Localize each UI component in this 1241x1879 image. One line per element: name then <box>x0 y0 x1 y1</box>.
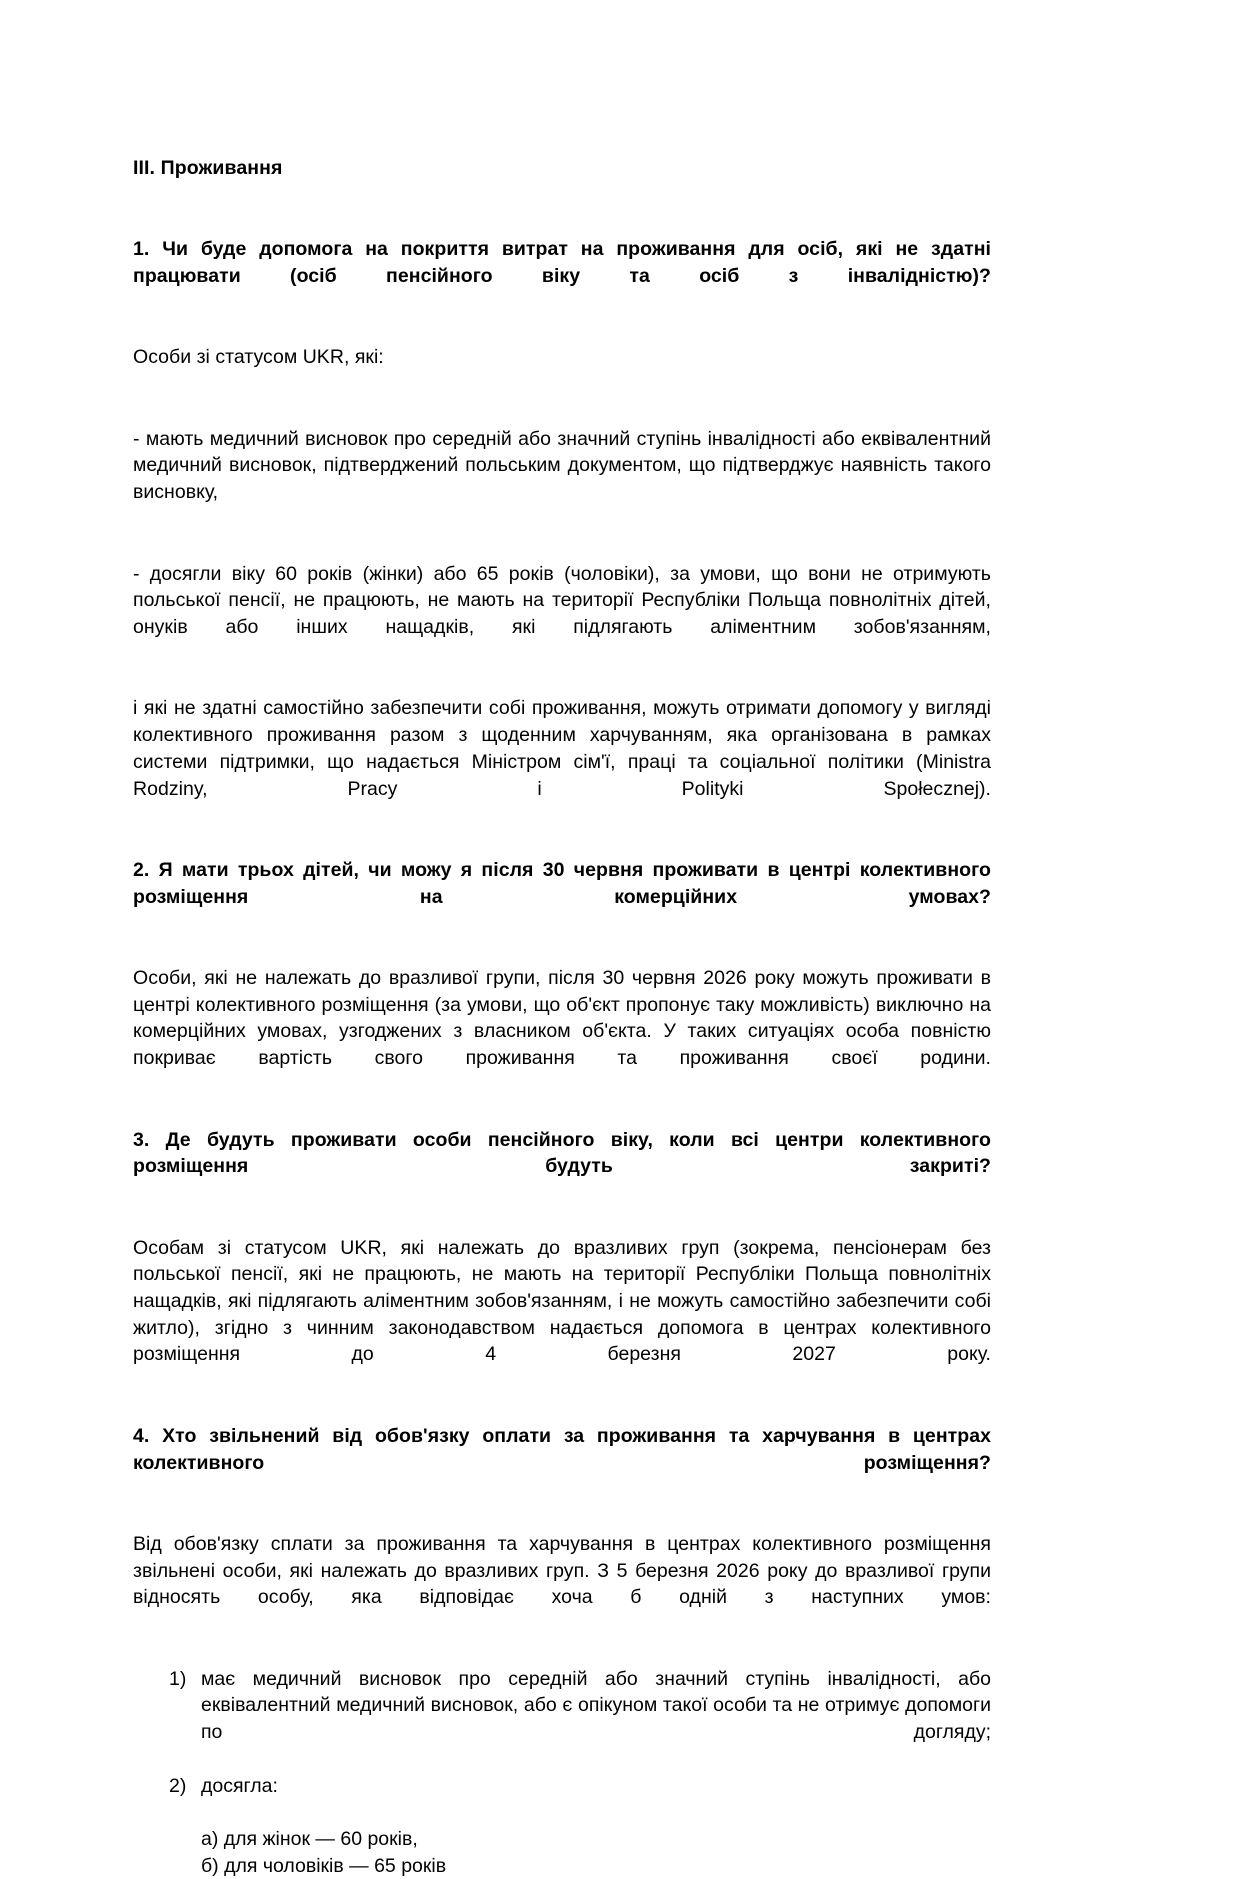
question-4-heading: 4. Хто звільнений від обов'язку оплати за проживання та харчування в центрах колективного розміщення? <box>133 1424 991 1474</box>
list-item-marker: 2) <box>169 1774 187 1797</box>
list-item <box>133 1773 991 1826</box>
question-2-heading: 2. Я мати трьох дітей, чи можу я після 30 червня проживати в центрі колективного розміщення на комерційних умовах? <box>133 858 991 908</box>
question-4-sub-list <box>133 1826 991 1879</box>
question-1-paragraph-1: Особи зі статусом UKR, які: <box>133 346 384 369</box>
question-4-paragraph-1: Від обов'язку сплати за проживання та харчування в центрах колективного розміщення звільнені особи, які належать до вразливих груп. З 5 березня 2026 року до вразливої групи відносять особу, яка відповідає хоча б одній з наступних умов: <box>133 1532 991 1609</box>
question-3-heading: 3. Де будуть проживати особи пенсійного віку, коли всі центри колективного розміщення будуть закриті? <box>133 1128 991 1178</box>
list-item-text: має медичний висновок про середній або значний ступінь інвалідності, або еквівалентний медичний висновок, або є опікуном такої особи та не отримує допомоги по догляду; <box>201 1667 991 1744</box>
question-2-paragraph-1: Особи, які не належать до вразливої групи, після 30 червня 2026 року можуть проживати в центрі колективного розміщення (за умови, що об'єкт пропонує таку можливість) виключно на комерційних умовах, узгоджених з власником об'єкта. У таких ситуаціях особа повністю покриває вартість свого проживання та проживання своєї родини. <box>133 967 991 1070</box>
question-3-paragraph-1: Особам зі статусом UKR, які належать до вразливих груп (зокрема, пенсіонерам без польської пенсії, які не працюють, не мають на території Республіки Польща повнолітніх нащадків, які підлягають аліментним зобов'язанням, і не можуть самостійно забезпечити собі житло), згідно з чинним законодавством надається допомога в центрах колективного розміщення до 4 березня 2027 року. <box>133 1236 991 1366</box>
list-item-text: досягла: <box>201 1774 278 1797</box>
question-1-paragraph-3: - досягли віку 60 років (жінки) або 65 років (чоловіки), за умови, що вони не отримують польської пенсії, не працюють, не мають на території Республіки Польща повнолітніх дітей, онуків або інших нащадків, які підлягають аліментним зобов'язанням, <box>133 562 991 638</box>
section-heading: III. Проживання <box>133 157 283 179</box>
sub-list-item-a: а) для жінок — 60 років, <box>201 1828 418 1850</box>
question-1-paragraph-4: і які не здатні самостійно забезпечити собі проживання, можуть отримати допомогу у вигляді колективного проживання разом з щоденним харчуванням, яка організована в рамках системи підтримки, що надається Міністром сім'ї, праці та соціальної політики (Ministra Rodziny, Pracy i Polityki Społecznej). <box>133 697 991 800</box>
question-1-paragraph-2: - мають медичний висновок про середній або значний ступінь інвалідності або еквівалентний медичний висновок, підтверджений польським документом, що підтверджує наявність такого висновку, <box>133 427 991 504</box>
document-content <box>133 155 991 1879</box>
sub-list-item-b: б) для чоловіків — 65 років <box>201 1854 447 1877</box>
list-item-marker: 1) <box>169 1667 187 1690</box>
question-1-heading: 1. Чи буде допомога на покриття витрат на проживання для осіб, які не здатні працювати (осіб пенсійного віку та осіб з інвалідністю)? <box>133 238 991 287</box>
question-4-numbered-list <box>133 1666 991 1826</box>
list-item <box>133 1666 991 1773</box>
